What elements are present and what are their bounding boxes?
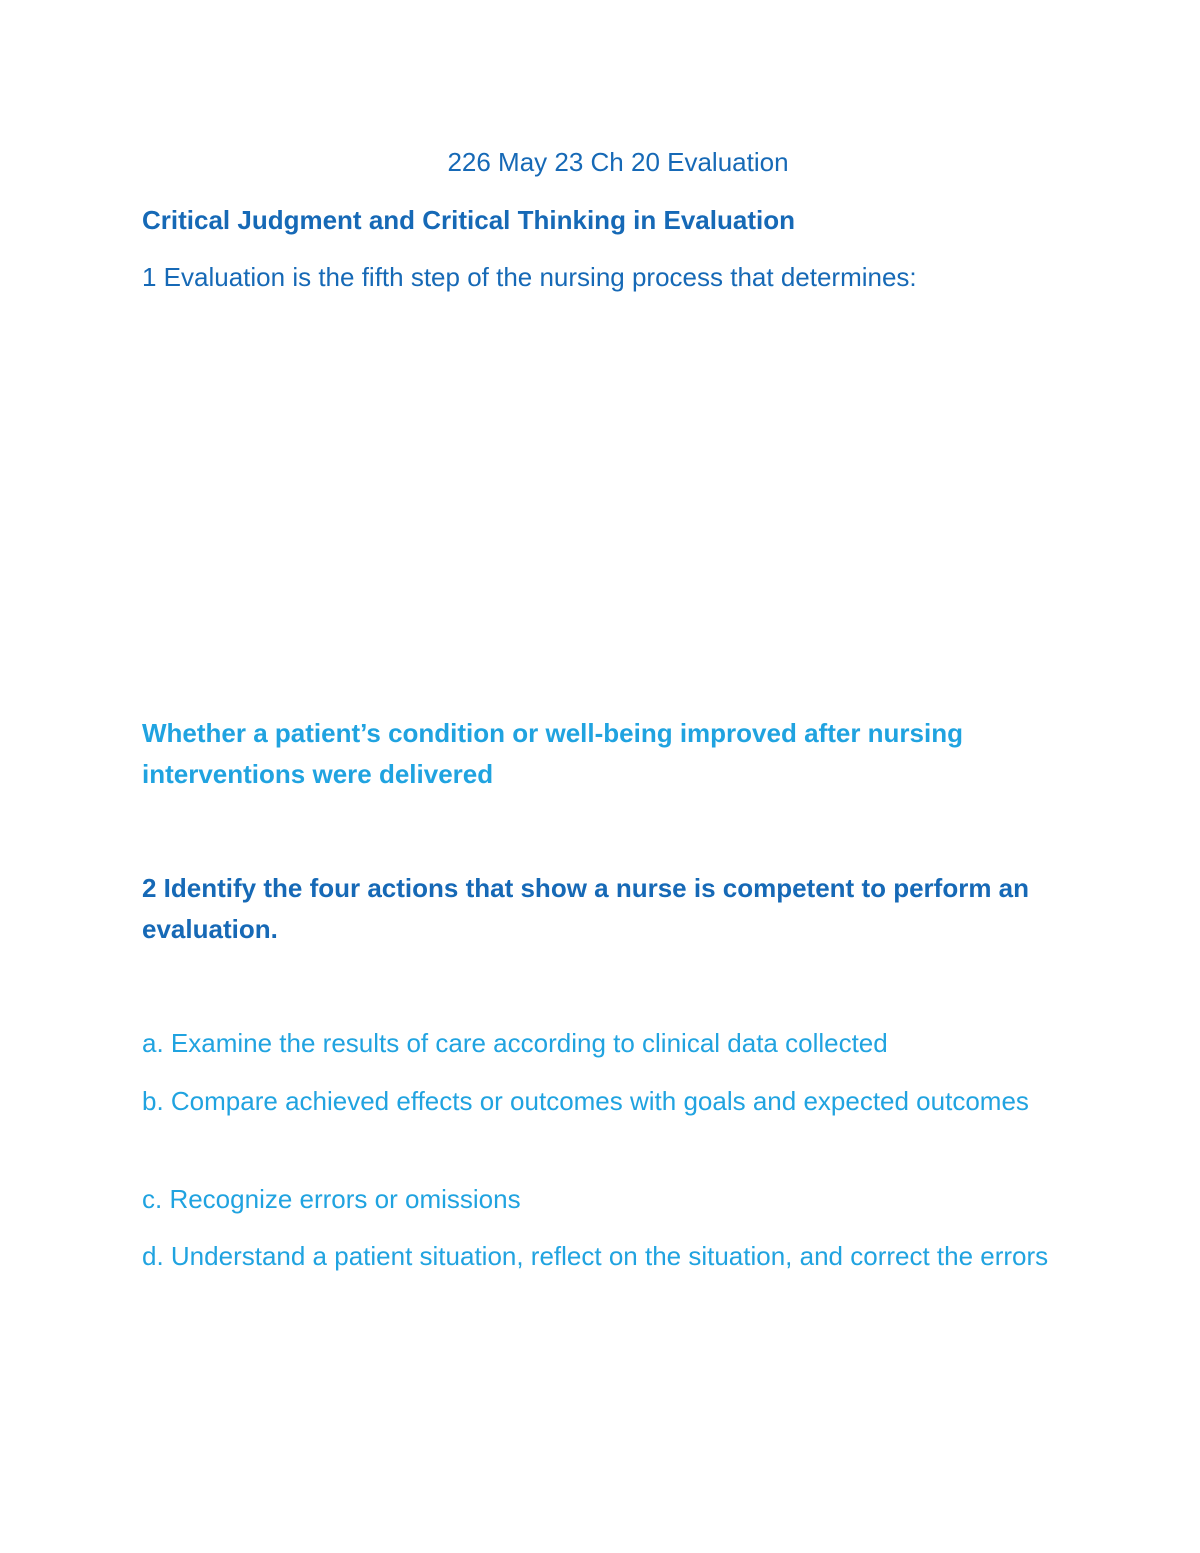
question-2: 2 Identify the four actions that show a nurse is competent to perform an evaluation. <box>142 873 1030 944</box>
document-title: 226 May 23 Ch 20 Evaluation <box>447 147 789 177</box>
answer-2-option-b: b. Compare achieved effects or outcomes with goals and expected outcomes <box>142 1086 1029 1116</box>
answer-2-option-d: d. Understand a patient situation, reflect on the situation, and correct the errors <box>142 1241 1049 1271</box>
answer-1: Whether a patient’s condition or well-being improved after nursing interventions were delivered <box>142 718 963 789</box>
answer-2-option-a: a. Examine the results of care according to clinical data collected <box>142 1028 888 1058</box>
answer-2-option-c: c. Recognize errors or omissions <box>142 1184 521 1214</box>
section-heading: Critical Judgment and Critical Thinking in Evaluation <box>142 205 795 235</box>
question-1: 1 Evaluation is the fifth step of the nursing process that determines: <box>142 262 917 292</box>
